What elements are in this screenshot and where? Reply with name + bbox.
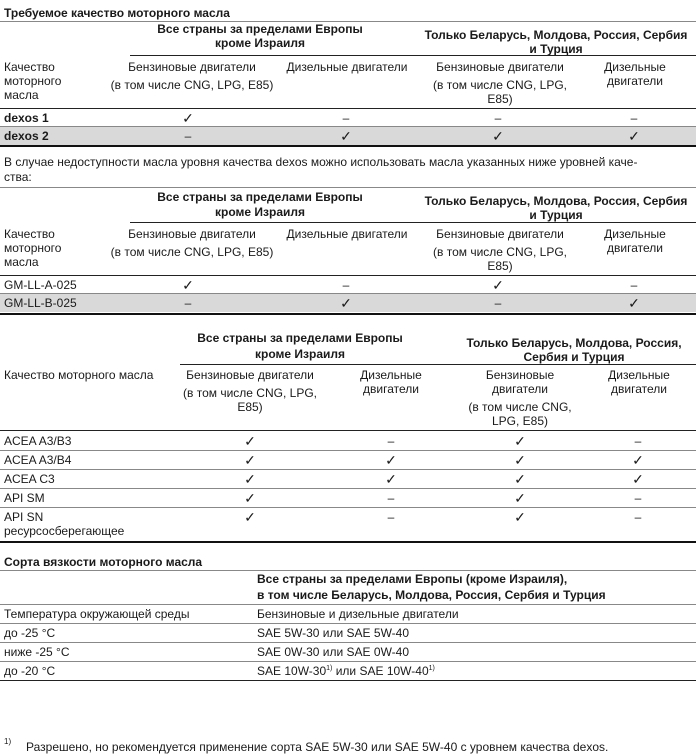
s2-row2-name: GM-LL-B-025 [4, 296, 77, 310]
s3-col0: Качество моторного масла [4, 368, 154, 382]
s1-r1-c4: – [630, 111, 638, 125]
s4-r3-grade [257, 664, 435, 678]
s4-r3-sup2: 1) [428, 665, 435, 672]
divider [0, 541, 696, 543]
s3-r2-c4: ✓ [632, 452, 644, 468]
s2-col-diesel: Дизельные двигатели [286, 227, 408, 241]
section4-title: Сорта вязкости моторного масла [4, 555, 203, 569]
s4-r3-grade-b: или SAE 10W-40 [332, 664, 429, 678]
s1-row2-name: dexos 2 [4, 129, 49, 143]
s3-r3-c3: ✓ [514, 471, 526, 487]
s3-col-petrol-l1: Бензиновые двигатели [186, 368, 314, 382]
s1-col-petrol-r-l3: E85) [487, 92, 513, 106]
s2-col0-l1: Качество [4, 227, 55, 241]
s1-col-petrol-l2: (в том числе CNG, LPG, E85) [110, 78, 274, 92]
s2-r2-c2: ✓ [340, 295, 352, 311]
divider [0, 642, 696, 643]
s1-col0-l3: масла [4, 88, 39, 102]
s3-row5-name-l1: API SN [4, 510, 44, 524]
s3-col-diesel-l1: Дизельные [360, 368, 422, 382]
s3-r5-c2: – [387, 510, 395, 524]
divider [0, 108, 696, 109]
divider [0, 680, 696, 681]
s1-group-right-l1: Только Беларусь, Молдова, Россия, Сербия [424, 28, 688, 42]
s1-row1-name: dexos 1 [4, 111, 49, 125]
s3-r4-c1: ✓ [244, 490, 256, 506]
s3-r4-c2: – [387, 491, 395, 505]
s2-col-diesel-r-l1: Дизельные [604, 227, 666, 241]
divider [0, 507, 696, 508]
s2-col-petrol-r-l2: (в том числе CNG, LPG, [433, 245, 567, 259]
s2-r1-c2: – [342, 278, 350, 292]
s2-col-petrol-r-l1: Бензиновые двигатели [436, 227, 564, 241]
divider [0, 275, 696, 276]
s3-r3-c4: ✓ [632, 471, 644, 487]
s3-col-petrol-r-l2: двигатели [492, 382, 548, 396]
section1-title: Требуемое качество моторного масла [4, 6, 230, 20]
s1-col-diesel-r-l2: двигатели [607, 74, 663, 88]
s1-col-petrol-l1: Бензиновые двигатели [128, 60, 256, 74]
s2-r2-c4: ✓ [628, 295, 640, 311]
s3-row1-name: ACEA A3/B3 [4, 434, 72, 448]
s4-col1: Бензиновые и дизельные двигатели [257, 607, 459, 621]
s1-col0-l2: моторного [4, 74, 62, 88]
s3-row5-name-l2: ресурсосберегающее [4, 524, 125, 538]
footnote-mark: 1) [4, 737, 12, 746]
s3-r2-c3: ✓ [514, 452, 526, 468]
s2-col-petrol-l1: Бензиновые двигатели [128, 227, 256, 241]
s4-r3-sup: 1) [326, 665, 333, 672]
s2-col0-l3: масла [4, 255, 39, 269]
s4-r1-temp: до -25 °C [4, 626, 56, 640]
s1-col-petrol-r-l1: Бензиновые двигатели [436, 60, 564, 74]
s3-col-petrol-r-l4: LPG, E85) [491, 414, 549, 428]
s2-r1-c1: ✓ [182, 277, 194, 293]
s3-group-right-l2: Сербия и Турция [523, 350, 625, 364]
s3-group-left-l2: кроме Израиля [255, 347, 345, 361]
s4-r2-grade: SAE 0W-30 или SAE 0W-40 [257, 645, 410, 659]
s3-r5-c3: ✓ [514, 509, 526, 525]
s2-r2-c3: – [494, 296, 502, 310]
s3-col-petrol-l2: (в том числе CNG, LPG, [183, 386, 317, 400]
s1-col-diesel-r-l1: Дизельные [604, 60, 666, 74]
s1-r1-c1: ✓ [182, 110, 194, 126]
s3-r3-c1: ✓ [244, 471, 256, 487]
footnote-text: Разрешено, но рекомендуется применение сорта SAE 5W-30 или SAE 5W-40 с уровнем качества dexos. [26, 740, 609, 754]
divider [130, 222, 696, 223]
s3-r2-c2: ✓ [385, 452, 397, 468]
s3-col-petrol-r-l3: (в том числе CNG, [468, 400, 572, 414]
divider [0, 145, 696, 147]
s3-r2-c1: ✓ [244, 452, 256, 468]
s1-col-petrol-r-l2: (в том числе CNG, LPG, [433, 78, 567, 92]
s2-group-right-l1: Только Беларусь, Молдова, Россия, Сербия [424, 194, 688, 208]
s2-col-diesel-r-l2: двигатели [607, 241, 663, 255]
s4-r2-temp: ниже -25 °C [4, 645, 70, 659]
s3-r3-c2: ✓ [385, 471, 397, 487]
s1-r2-c2: ✓ [340, 128, 352, 144]
s3-col-petrol-r-l1: Бензиновые [485, 368, 555, 382]
note-l1: В случае недоступности масла уровня качества dexos можно использовать масла указанных ниже уровней каче- [4, 155, 638, 169]
s3-col-petrol-l3: E85) [237, 400, 263, 414]
s1-group-right-l2: и Турция [529, 42, 583, 56]
divider [0, 604, 696, 605]
s3-col-diesel-r-l1: Дизельные [608, 368, 670, 382]
s4-group-l1: Все страны за пределами Европы (кроме Израиля), [257, 572, 568, 586]
s3-r1-c4: – [634, 434, 642, 448]
s2-col-petrol-l2: (в том числе CNG, LPG, E85) [110, 245, 274, 259]
s2-row1-name: GM-LL-A-025 [4, 278, 77, 292]
s2-group-left-l1: Все страны за пределами Европы [157, 190, 363, 204]
s4-group-l2: в том числе Беларусь, Молдова, Россия, Сербия и Турция [257, 588, 606, 602]
s3-r5-c4: – [634, 510, 642, 524]
divider [0, 469, 696, 470]
s1-r2-c1: – [184, 129, 192, 143]
divider [180, 364, 696, 365]
s1-r1-c3: – [494, 111, 502, 125]
s2-r2-c1: – [184, 296, 192, 310]
s2-r1-c3: ✓ [492, 277, 504, 293]
s2-r1-c4: – [630, 278, 638, 292]
note-l2: ства: [4, 170, 32, 184]
s1-r2-c4: ✓ [628, 128, 640, 144]
s3-row4-name: API SM [4, 491, 45, 505]
s3-r1-c2: – [387, 434, 395, 448]
s1-r2-c3: ✓ [492, 128, 504, 144]
divider [0, 623, 696, 624]
s3-r1-c3: ✓ [514, 433, 526, 449]
s3-group-left-l1: Все страны за пределами Европы [197, 331, 403, 345]
divider [0, 488, 696, 489]
divider [0, 430, 696, 431]
s1-group-left-l1: Все страны за пределами Европы [157, 22, 363, 36]
s4-col0: Температура окружающей среды [4, 607, 190, 621]
s3-group-right-l1: Только Беларусь, Молдова, Россия, [466, 336, 682, 350]
s1-col0-l1: Качество [4, 60, 55, 74]
s2-group-right-l2: и Турция [529, 208, 583, 222]
s2-col0-l2: моторного [4, 241, 62, 255]
s1-group-left-l2: кроме Израиля [215, 36, 305, 50]
s1-col-diesel: Дизельные двигатели [286, 60, 408, 74]
divider [0, 313, 696, 315]
divider [0, 570, 696, 571]
s3-col-diesel-l2: двигатели [363, 382, 419, 396]
divider [130, 55, 696, 56]
s3-row3-name: ACEA C3 [4, 472, 55, 486]
s4-r3-temp: до -20 °C [4, 664, 56, 678]
s3-r4-c4: – [634, 491, 642, 505]
divider [0, 450, 696, 451]
s2-col-petrol-r-l3: E85) [487, 259, 513, 273]
s3-r4-c3: ✓ [514, 490, 526, 506]
s3-r1-c1: ✓ [244, 433, 256, 449]
s4-r1-grade: SAE 5W-30 или SAE 5W-40 [257, 626, 410, 640]
s4-r3-grade-a: SAE 10W-30 [257, 664, 327, 678]
s2-group-left-l2: кроме Израиля [215, 205, 305, 219]
divider [0, 187, 696, 188]
s3-r5-c1: ✓ [244, 509, 256, 525]
s3-row2-name: ACEA A3/B4 [4, 453, 72, 467]
s1-r1-c2: – [342, 111, 350, 125]
s3-col-diesel-r-l2: двигатели [611, 382, 667, 396]
divider [0, 661, 696, 662]
